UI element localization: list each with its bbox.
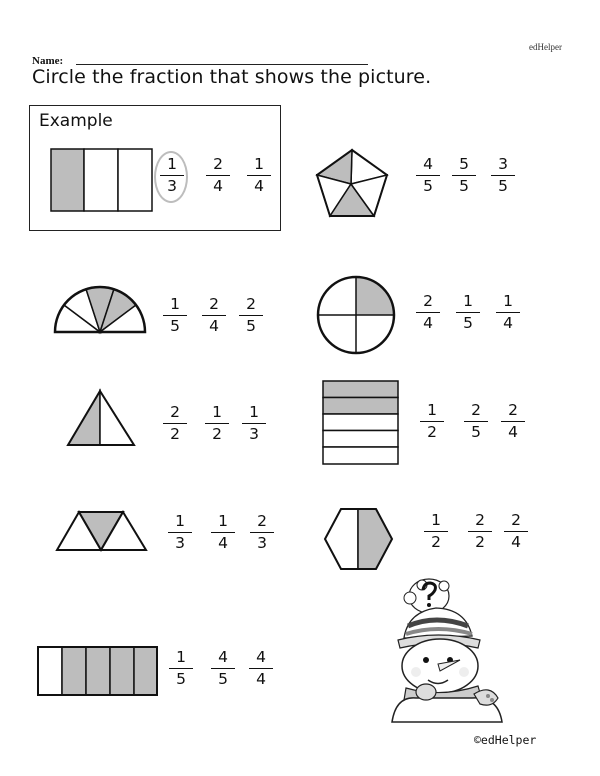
fraction-bar bbox=[420, 421, 444, 422]
problem-1-choice-3[interactable] bbox=[488, 155, 518, 195]
horizontal-bars-shape bbox=[322, 380, 400, 466]
brand-label: edHelper bbox=[529, 42, 562, 52]
fraction-bar bbox=[205, 423, 229, 424]
denominator: 4 bbox=[511, 533, 521, 551]
numerator: 1 bbox=[175, 512, 185, 530]
numerator: 1 bbox=[170, 295, 180, 313]
problem-5-choice-3[interactable] bbox=[498, 401, 528, 441]
fraction-bar bbox=[206, 175, 230, 176]
fraction-bar bbox=[468, 531, 492, 532]
fraction-bar bbox=[160, 175, 184, 176]
denominator: 5 bbox=[463, 314, 473, 332]
denominator: 4 bbox=[423, 314, 433, 332]
problem-5-choice-2[interactable] bbox=[461, 401, 491, 441]
fraction-bar bbox=[250, 532, 274, 533]
problem-4-choice-1[interactable] bbox=[160, 403, 190, 443]
example-choice-1[interactable] bbox=[157, 155, 187, 195]
problem-7-choice-3[interactable] bbox=[501, 511, 531, 551]
numerator: 2 bbox=[170, 403, 180, 421]
numerator: 3 bbox=[498, 155, 508, 173]
fraction-bar bbox=[163, 315, 187, 316]
numerator: 1 bbox=[503, 292, 513, 310]
triangles-row-shape bbox=[55, 509, 155, 553]
numerator: 2 bbox=[209, 295, 219, 313]
numerator: 1 bbox=[254, 155, 264, 173]
numerator: 1 bbox=[212, 403, 222, 421]
problem-1-choice-1[interactable] bbox=[413, 155, 443, 195]
numerator: 2 bbox=[471, 401, 481, 419]
denominator: 4 bbox=[209, 317, 219, 335]
numerator: 2 bbox=[423, 292, 433, 310]
problem-8-choice-1[interactable] bbox=[166, 648, 196, 688]
denominator: 4 bbox=[218, 534, 228, 552]
name-label: Name: bbox=[32, 55, 64, 67]
rectangle-strip-shape bbox=[37, 646, 159, 696]
name-input-line[interactable] bbox=[76, 64, 368, 65]
problem-7-choice-2[interactable] bbox=[465, 511, 495, 551]
problem-6-choice-3[interactable] bbox=[247, 512, 277, 552]
numerator: 2 bbox=[213, 155, 223, 173]
denominator: 2 bbox=[212, 425, 222, 443]
numerator: 1 bbox=[218, 512, 228, 530]
numerator: 1 bbox=[176, 648, 186, 666]
denominator: 5 bbox=[176, 670, 186, 688]
numerator: 2 bbox=[257, 512, 267, 530]
denominator: 5 bbox=[423, 177, 433, 195]
denominator: 3 bbox=[257, 534, 267, 552]
denominator: 5 bbox=[459, 177, 469, 195]
fraction-bar bbox=[452, 175, 476, 176]
numerator: 4 bbox=[218, 648, 228, 666]
numerator: 2 bbox=[246, 295, 256, 313]
numerator: 2 bbox=[511, 511, 521, 529]
fraction-bar bbox=[249, 668, 273, 669]
problem-2-choice-3[interactable] bbox=[236, 295, 266, 335]
denominator: 3 bbox=[167, 177, 177, 195]
denominator: 2 bbox=[427, 423, 437, 441]
copyright-label: ©edHelper bbox=[474, 733, 537, 747]
problem-3-choice-1[interactable] bbox=[413, 292, 443, 332]
numerator: 1 bbox=[463, 292, 473, 310]
fraction-bar bbox=[247, 175, 271, 176]
fraction-bar bbox=[239, 315, 263, 316]
fraction-bar bbox=[504, 531, 528, 532]
fraction-bar bbox=[491, 175, 515, 176]
instruction-title: Circle the fraction that shows the picture. bbox=[32, 66, 432, 88]
denominator: 2 bbox=[170, 425, 180, 443]
fraction-bar bbox=[163, 423, 187, 424]
fraction-bar bbox=[456, 312, 480, 313]
problem-2-choice-2[interactable] bbox=[199, 295, 229, 335]
fraction-bar bbox=[416, 312, 440, 313]
fraction-bar bbox=[464, 421, 488, 422]
denominator: 5 bbox=[218, 670, 228, 688]
denominator: 3 bbox=[175, 534, 185, 552]
snowman-thinking-icon bbox=[386, 576, 508, 722]
fraction-bar bbox=[501, 421, 525, 422]
problem-8-choice-2[interactable] bbox=[208, 648, 238, 688]
numerator: 2 bbox=[475, 511, 485, 529]
numerator: 1 bbox=[427, 401, 437, 419]
denominator: 4 bbox=[254, 177, 264, 195]
problem-2-choice-1[interactable] bbox=[160, 295, 190, 335]
numerator: 1 bbox=[167, 155, 177, 173]
problem-6-choice-1[interactable] bbox=[165, 512, 195, 552]
hexagon-shape bbox=[323, 507, 395, 571]
numerator: 5 bbox=[459, 155, 469, 173]
circle-shape bbox=[316, 275, 396, 355]
problem-7-choice-1[interactable] bbox=[421, 511, 451, 551]
problem-4-choice-2[interactable] bbox=[202, 403, 232, 443]
denominator: 2 bbox=[431, 533, 441, 551]
problem-3-choice-3[interactable] bbox=[493, 292, 523, 332]
fraction-bar bbox=[496, 312, 520, 313]
semicircle-shape bbox=[53, 285, 149, 335]
problem-6-choice-2[interactable] bbox=[208, 512, 238, 552]
fraction-bar bbox=[211, 532, 235, 533]
denominator: 5 bbox=[498, 177, 508, 195]
problem-4-choice-3[interactable] bbox=[239, 403, 269, 443]
example-choice-2[interactable] bbox=[203, 155, 233, 195]
numerator: 1 bbox=[249, 403, 259, 421]
fraction-bar bbox=[242, 423, 266, 424]
denominator: 4 bbox=[213, 177, 223, 195]
denominator: 4 bbox=[503, 314, 513, 332]
numerator: 1 bbox=[431, 511, 441, 529]
denominator: 5 bbox=[246, 317, 256, 335]
fraction-bar bbox=[424, 531, 448, 532]
fraction-bar bbox=[202, 315, 226, 316]
fraction-bar bbox=[211, 668, 235, 669]
denominator: 5 bbox=[170, 317, 180, 335]
denominator: 2 bbox=[475, 533, 485, 551]
numerator: 2 bbox=[508, 401, 518, 419]
example-choice-3[interactable] bbox=[244, 155, 274, 195]
problem-5-choice-1[interactable] bbox=[417, 401, 447, 441]
problem-1-choice-2[interactable] bbox=[449, 155, 479, 195]
denominator: 3 bbox=[249, 425, 259, 443]
fraction-bar bbox=[169, 668, 193, 669]
problem-8-choice-3[interactable] bbox=[246, 648, 276, 688]
numerator: 4 bbox=[256, 648, 266, 666]
fraction-bar bbox=[416, 175, 440, 176]
numerator: 4 bbox=[423, 155, 433, 173]
fraction-bar bbox=[168, 532, 192, 533]
denominator: 4 bbox=[256, 670, 266, 688]
triangle-shape bbox=[66, 389, 138, 447]
pentagon-shape bbox=[314, 147, 390, 219]
denominator: 4 bbox=[508, 423, 518, 441]
example-label: Example bbox=[39, 111, 113, 131]
example-rectangle-thirds bbox=[50, 148, 154, 212]
problem-3-choice-2[interactable] bbox=[453, 292, 483, 332]
denominator: 5 bbox=[471, 423, 481, 441]
